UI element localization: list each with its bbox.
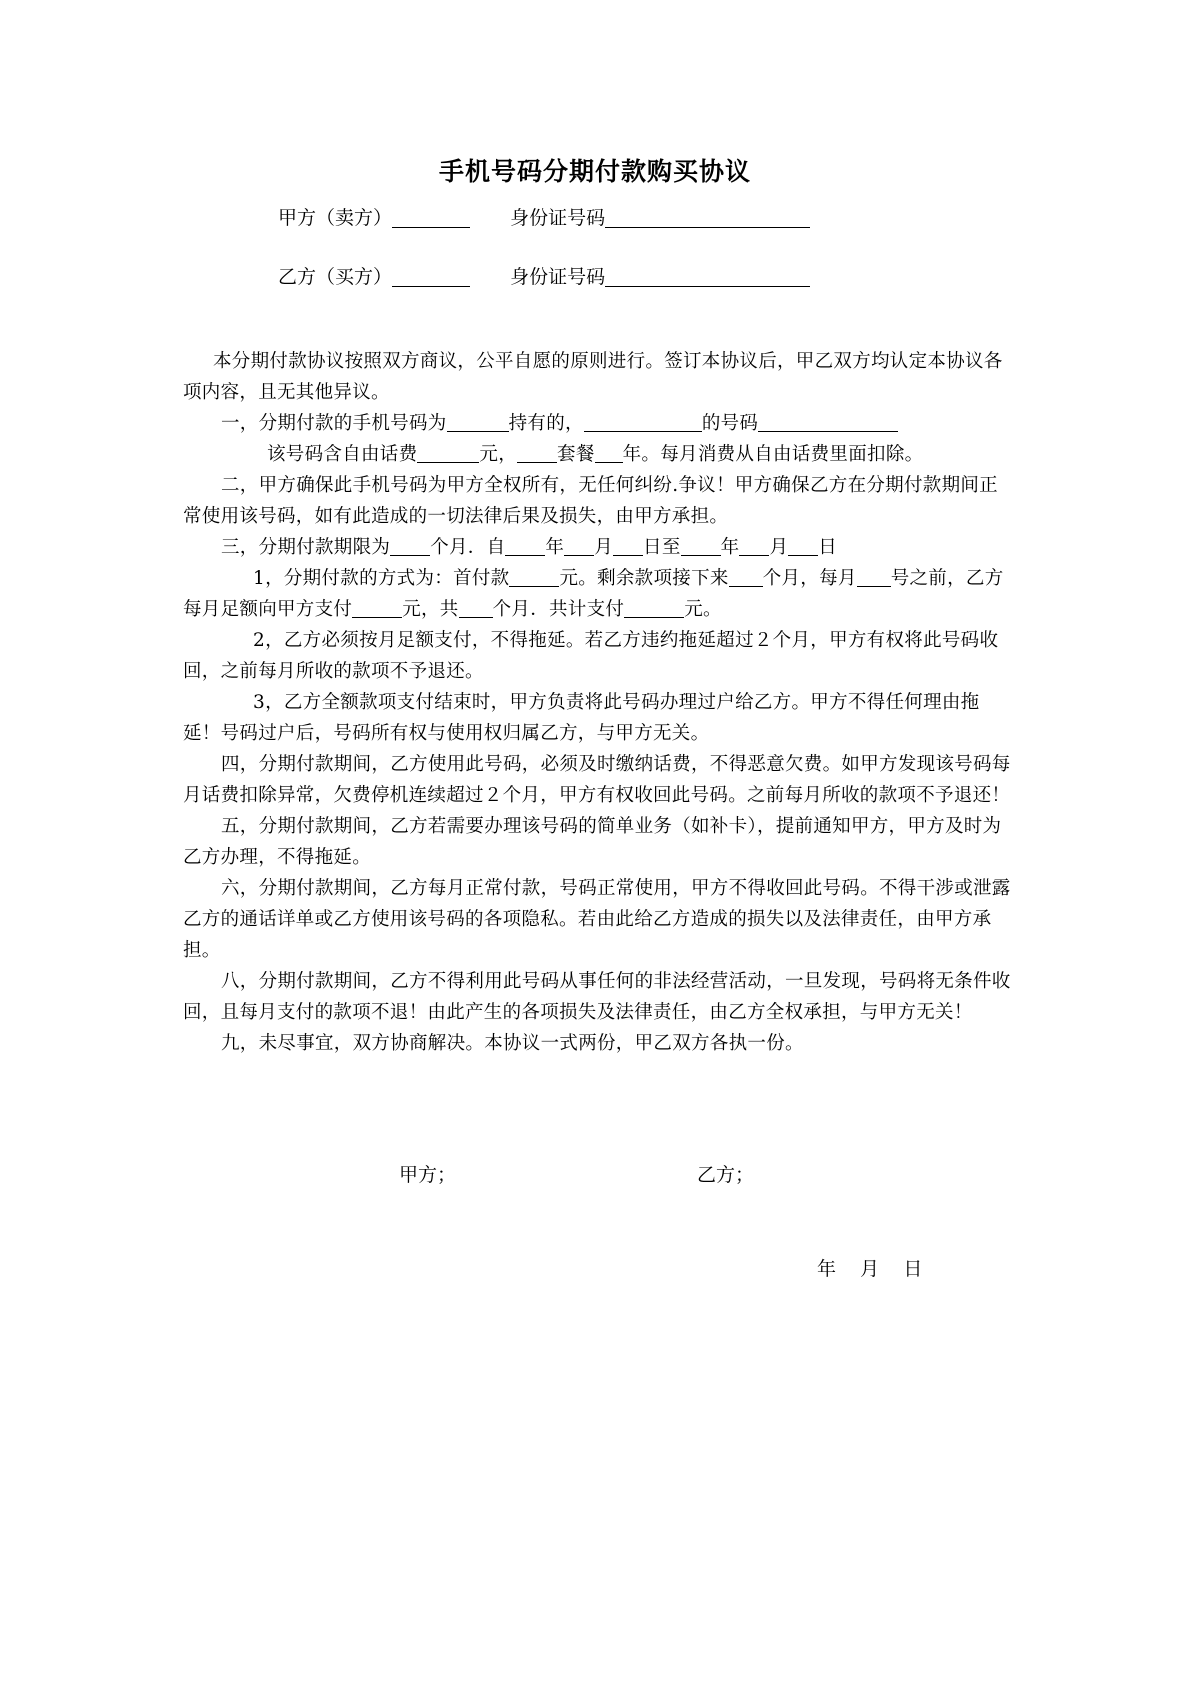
clause-3: 三，分期付款期限为 个月．自 年 月 日至 年 月 日 (221, 537, 838, 558)
signature-date: 年 月 日 (817, 1258, 923, 1280)
preamble-paragraph: 本分期付款协议按照双方商议，公平自愿的原则进行。签订本协议后，甲乙双方均认定本协议各项内容，且无其他异议。 (183, 351, 1003, 403)
blank-free-credit[interactable] (417, 442, 479, 463)
blank-end-day[interactable] (788, 535, 818, 556)
party-a-id-label: 身份证号码 (510, 207, 606, 229)
clause-6: 六，分期付款期间，乙方每月正常付款，号码正常使用，甲方不得收回此号码。不得干涉或泄露乙方的通话详单或乙方使用该号码的各项隐私。若由此给乙方造成的损失以及法律责任，由甲方承担。 (183, 878, 1011, 961)
signature-party-a: 甲方； (399, 1164, 457, 1186)
clause-2: 二，甲方确保此手机号码为甲方全权所有，无任何纠纷.争议！甲方确保乙方在分期付款期间正常使用该号码，如有此造成的一切法律后果及损失，由甲方承担。 (183, 475, 998, 527)
clause-1-cont: 该号码含自由话费 元， 套餐 年。每月消费从自由话费里面扣除。 (267, 444, 924, 465)
blank-phone-number[interactable] (758, 411, 898, 432)
party-b-id-blank[interactable] (605, 266, 810, 287)
blank-total-months[interactable] (459, 597, 493, 618)
blank-start-day[interactable] (613, 535, 643, 556)
blank-years[interactable] (595, 442, 623, 463)
clause-3-3: 3，乙方全额款项支付结束时，甲方负责将此号码办理过户给乙方。甲方不得任何理由拖延！号码过户后，号码所有权与使用权归属乙方，与甲方无关。 (183, 692, 980, 744)
blank-total-amount[interactable] (624, 597, 684, 618)
signature-party-b: 乙方； (697, 1164, 755, 1186)
party-b-id-label: 身份证号码 (510, 266, 606, 288)
clause-8: 八，分期付款期间，乙方不得利用此号码从事任何的非法经营活动，一旦发现，号码将无条件收回，且每月支付的款项不退！由此产生的各项损失及法律责任，由乙方全权承担，与甲方无关！ (183, 971, 1011, 1023)
blank-end-year[interactable] (681, 535, 721, 556)
document-title: 手机号码分期付款购买协议 (438, 157, 751, 186)
blank-pay-day[interactable] (857, 566, 891, 587)
blank-monthly-amount[interactable] (352, 597, 402, 618)
blank-months[interactable] (390, 535, 430, 556)
blank-remaining-months[interactable] (729, 566, 763, 587)
blank-start-month[interactable] (564, 535, 594, 556)
clause-5: 五，分期付款期间，乙方若需要办理该号码的简单业务（如补卡），提前通知甲方，甲方及时为乙方办理，不得拖延。 (183, 816, 1002, 868)
clause-3-1: 1，分期付款的方式为：首付款 元。剩余款项接下来 个月，每月 号之前，乙方每月足额向甲方支付 元，共 个月．共计支付 元。 (183, 568, 1004, 620)
blank-start-year[interactable] (505, 535, 545, 556)
clause-9: 九，未尽事宜，双方协商解决。本协议一式两份，甲乙双方各执一份。 (221, 1033, 804, 1054)
blank-end-month[interactable] (739, 535, 769, 556)
party-a-label: 甲方（卖方） (278, 207, 393, 229)
party-a-line (278, 205, 810, 231)
blank-down-payment[interactable] (509, 566, 559, 587)
party-b-line (278, 264, 810, 290)
party-a-name-blank[interactable] (392, 207, 470, 228)
blank-package[interactable] (517, 442, 557, 463)
clause-1: 一，分期付款的手机号码为 持有的， 的号码 (183, 408, 1015, 439)
blank-number-owner[interactable] (584, 411, 702, 432)
party-b-name-blank[interactable] (392, 266, 470, 287)
clause-4: 四，分期付款期间，乙方使用此号码，必须及时缴纳话费，不得恶意欠费。如甲方发现该号码每月话费扣除异常，欠费停机连续超过２个月，甲方有权收回此号码。之前每月所收的款项不予退还！ (183, 754, 1011, 806)
party-b-label: 乙方（买方） (278, 266, 393, 288)
clause-3-2: 2，乙方必须按月足额支付，不得拖延。若乙方违约拖延超过２个月，甲方有权将此号码收回，之前每月所收的款项不予退还。 (183, 630, 999, 682)
blank-holder[interactable] (447, 411, 509, 432)
party-a-id-blank[interactable] (605, 207, 810, 228)
agreement-body (183, 346, 1015, 1059)
